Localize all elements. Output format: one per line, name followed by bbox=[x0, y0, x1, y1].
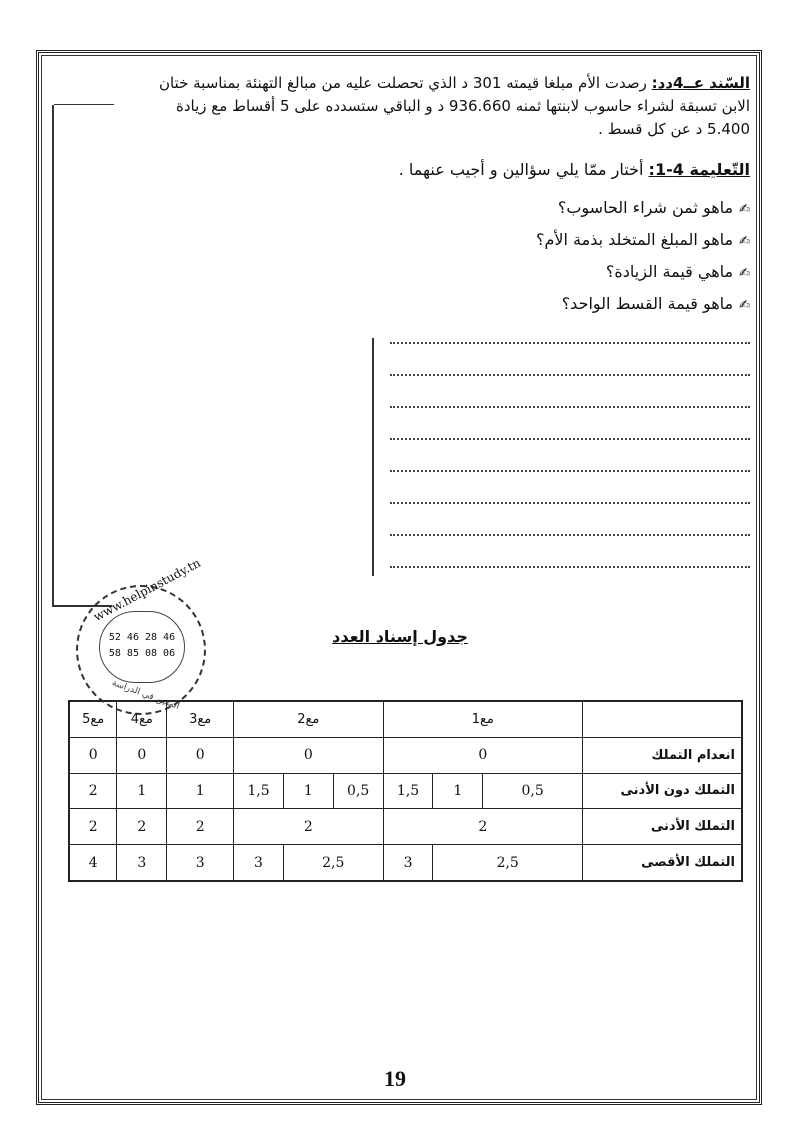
answer-line[interactable] bbox=[390, 342, 750, 344]
stamp-phone-1: 52 46 28 46 bbox=[108, 632, 176, 643]
stamp-url: www.helpinstudy.tn bbox=[91, 555, 203, 625]
answer-area[interactable] bbox=[375, 334, 750, 574]
cell: 2 bbox=[167, 809, 234, 845]
row-label: التملك الأقصى bbox=[582, 845, 742, 881]
header-c3: مع3 bbox=[167, 701, 234, 737]
question-list bbox=[380, 192, 750, 320]
table-title: جدول إسناد العدد bbox=[332, 627, 468, 646]
header-c4: مع4 bbox=[117, 701, 167, 737]
page-number: 19 bbox=[384, 1066, 406, 1091]
cell: 2 bbox=[69, 773, 117, 809]
cell: 2 bbox=[383, 809, 582, 845]
table-row bbox=[69, 773, 742, 809]
question-item bbox=[380, 224, 750, 256]
support-line-3: 5.400 د عن كل قسط . bbox=[598, 120, 750, 138]
question-item bbox=[380, 256, 750, 288]
cell: 2 bbox=[234, 809, 384, 845]
cell: 3 bbox=[383, 845, 433, 881]
cell: 1,5 bbox=[383, 773, 433, 809]
cell: 1 bbox=[117, 773, 167, 809]
support-line-1 bbox=[80, 72, 750, 95]
answer-line[interactable] bbox=[390, 406, 750, 408]
stamp-phone-2: 58 85 08 06 bbox=[108, 648, 176, 659]
table-header-row bbox=[69, 701, 742, 737]
cell: 1 bbox=[167, 773, 234, 809]
answer-line[interactable] bbox=[390, 566, 750, 568]
stamp-slogan: المعين في الدراسة bbox=[110, 678, 181, 712]
question-item bbox=[380, 192, 750, 224]
header-empty bbox=[582, 701, 742, 737]
answer-line[interactable] bbox=[390, 438, 750, 440]
answer-bracket bbox=[372, 338, 374, 576]
answer-line[interactable] bbox=[390, 470, 750, 472]
answer-line[interactable] bbox=[390, 374, 750, 376]
row-label: التملك الأدنى bbox=[582, 809, 742, 845]
answer-line[interactable] bbox=[390, 502, 750, 504]
cell: 0 bbox=[234, 737, 384, 773]
cell: 0 bbox=[383, 737, 582, 773]
writing-hand-icon: ✍ bbox=[739, 202, 750, 217]
grading-table bbox=[68, 700, 743, 882]
cell: 3 bbox=[234, 845, 284, 881]
frame-line-left bbox=[52, 105, 54, 607]
question-item bbox=[380, 288, 750, 320]
row-label: انعدام التملك bbox=[582, 737, 742, 773]
question-text: ماهو ثمن شراء الحاسوب؟ bbox=[557, 198, 734, 217]
cell: 2 bbox=[117, 809, 167, 845]
question-text: ماهي قيمة الزيادة؟ bbox=[605, 262, 734, 281]
cell: 2 bbox=[69, 809, 117, 845]
cell: 0,5 bbox=[483, 773, 583, 809]
cell: 3 bbox=[167, 845, 234, 881]
question-text: ماهو المبلغ المتخلد بذمة الأم؟ bbox=[536, 230, 734, 249]
answer-line[interactable] bbox=[390, 534, 750, 536]
cell: 4 bbox=[69, 845, 117, 881]
stamp-phones bbox=[99, 611, 185, 683]
cell: 1 bbox=[283, 773, 333, 809]
header-c1: مع1 bbox=[383, 701, 582, 737]
cell: 1,5 bbox=[234, 773, 284, 809]
cell: 1 bbox=[433, 773, 483, 809]
writing-hand-icon: ✍ bbox=[739, 266, 750, 281]
header-c5: مع5 bbox=[69, 701, 117, 737]
cell: 2,5 bbox=[283, 845, 383, 881]
support-paragraph bbox=[80, 72, 750, 141]
cell: 0 bbox=[117, 737, 167, 773]
support-text-1: رصدت الأم مبلغا قيمته 301 د الذي تحصلت عليه من مبالغ التهنئة بمناسبة ختان bbox=[158, 74, 647, 92]
instruction-label: التّعليمة 4-1: bbox=[648, 160, 750, 179]
instruction-text: أختار ممّا يلي سؤالين و أجيب عنهما . bbox=[398, 160, 644, 179]
cell: 2,5 bbox=[433, 845, 582, 881]
row-label: التملك دون الأدنى bbox=[582, 773, 742, 809]
table-row bbox=[69, 809, 742, 845]
support-line-2: الابن تسبقة لشراء حاسوب لابنتها ثمنه 936.660 د و الباقي ستسدده على 5 أقساط مع زيادة bbox=[175, 97, 750, 115]
writing-hand-icon: ✍ bbox=[739, 298, 750, 313]
table-row bbox=[69, 845, 742, 881]
instruction bbox=[80, 160, 750, 179]
support-label: السّند عــ4دد: bbox=[651, 74, 750, 92]
cell: 0 bbox=[69, 737, 117, 773]
table-row bbox=[69, 737, 742, 773]
frame-line-top bbox=[54, 104, 114, 105]
header-c2: مع2 bbox=[234, 701, 384, 737]
writing-hand-icon: ✍ bbox=[739, 234, 750, 249]
cell: 0 bbox=[167, 737, 234, 773]
question-text: ماهو قيمة القسط الواحد؟ bbox=[561, 294, 734, 313]
cell: 3 bbox=[117, 845, 167, 881]
cell: 0,5 bbox=[333, 773, 383, 809]
